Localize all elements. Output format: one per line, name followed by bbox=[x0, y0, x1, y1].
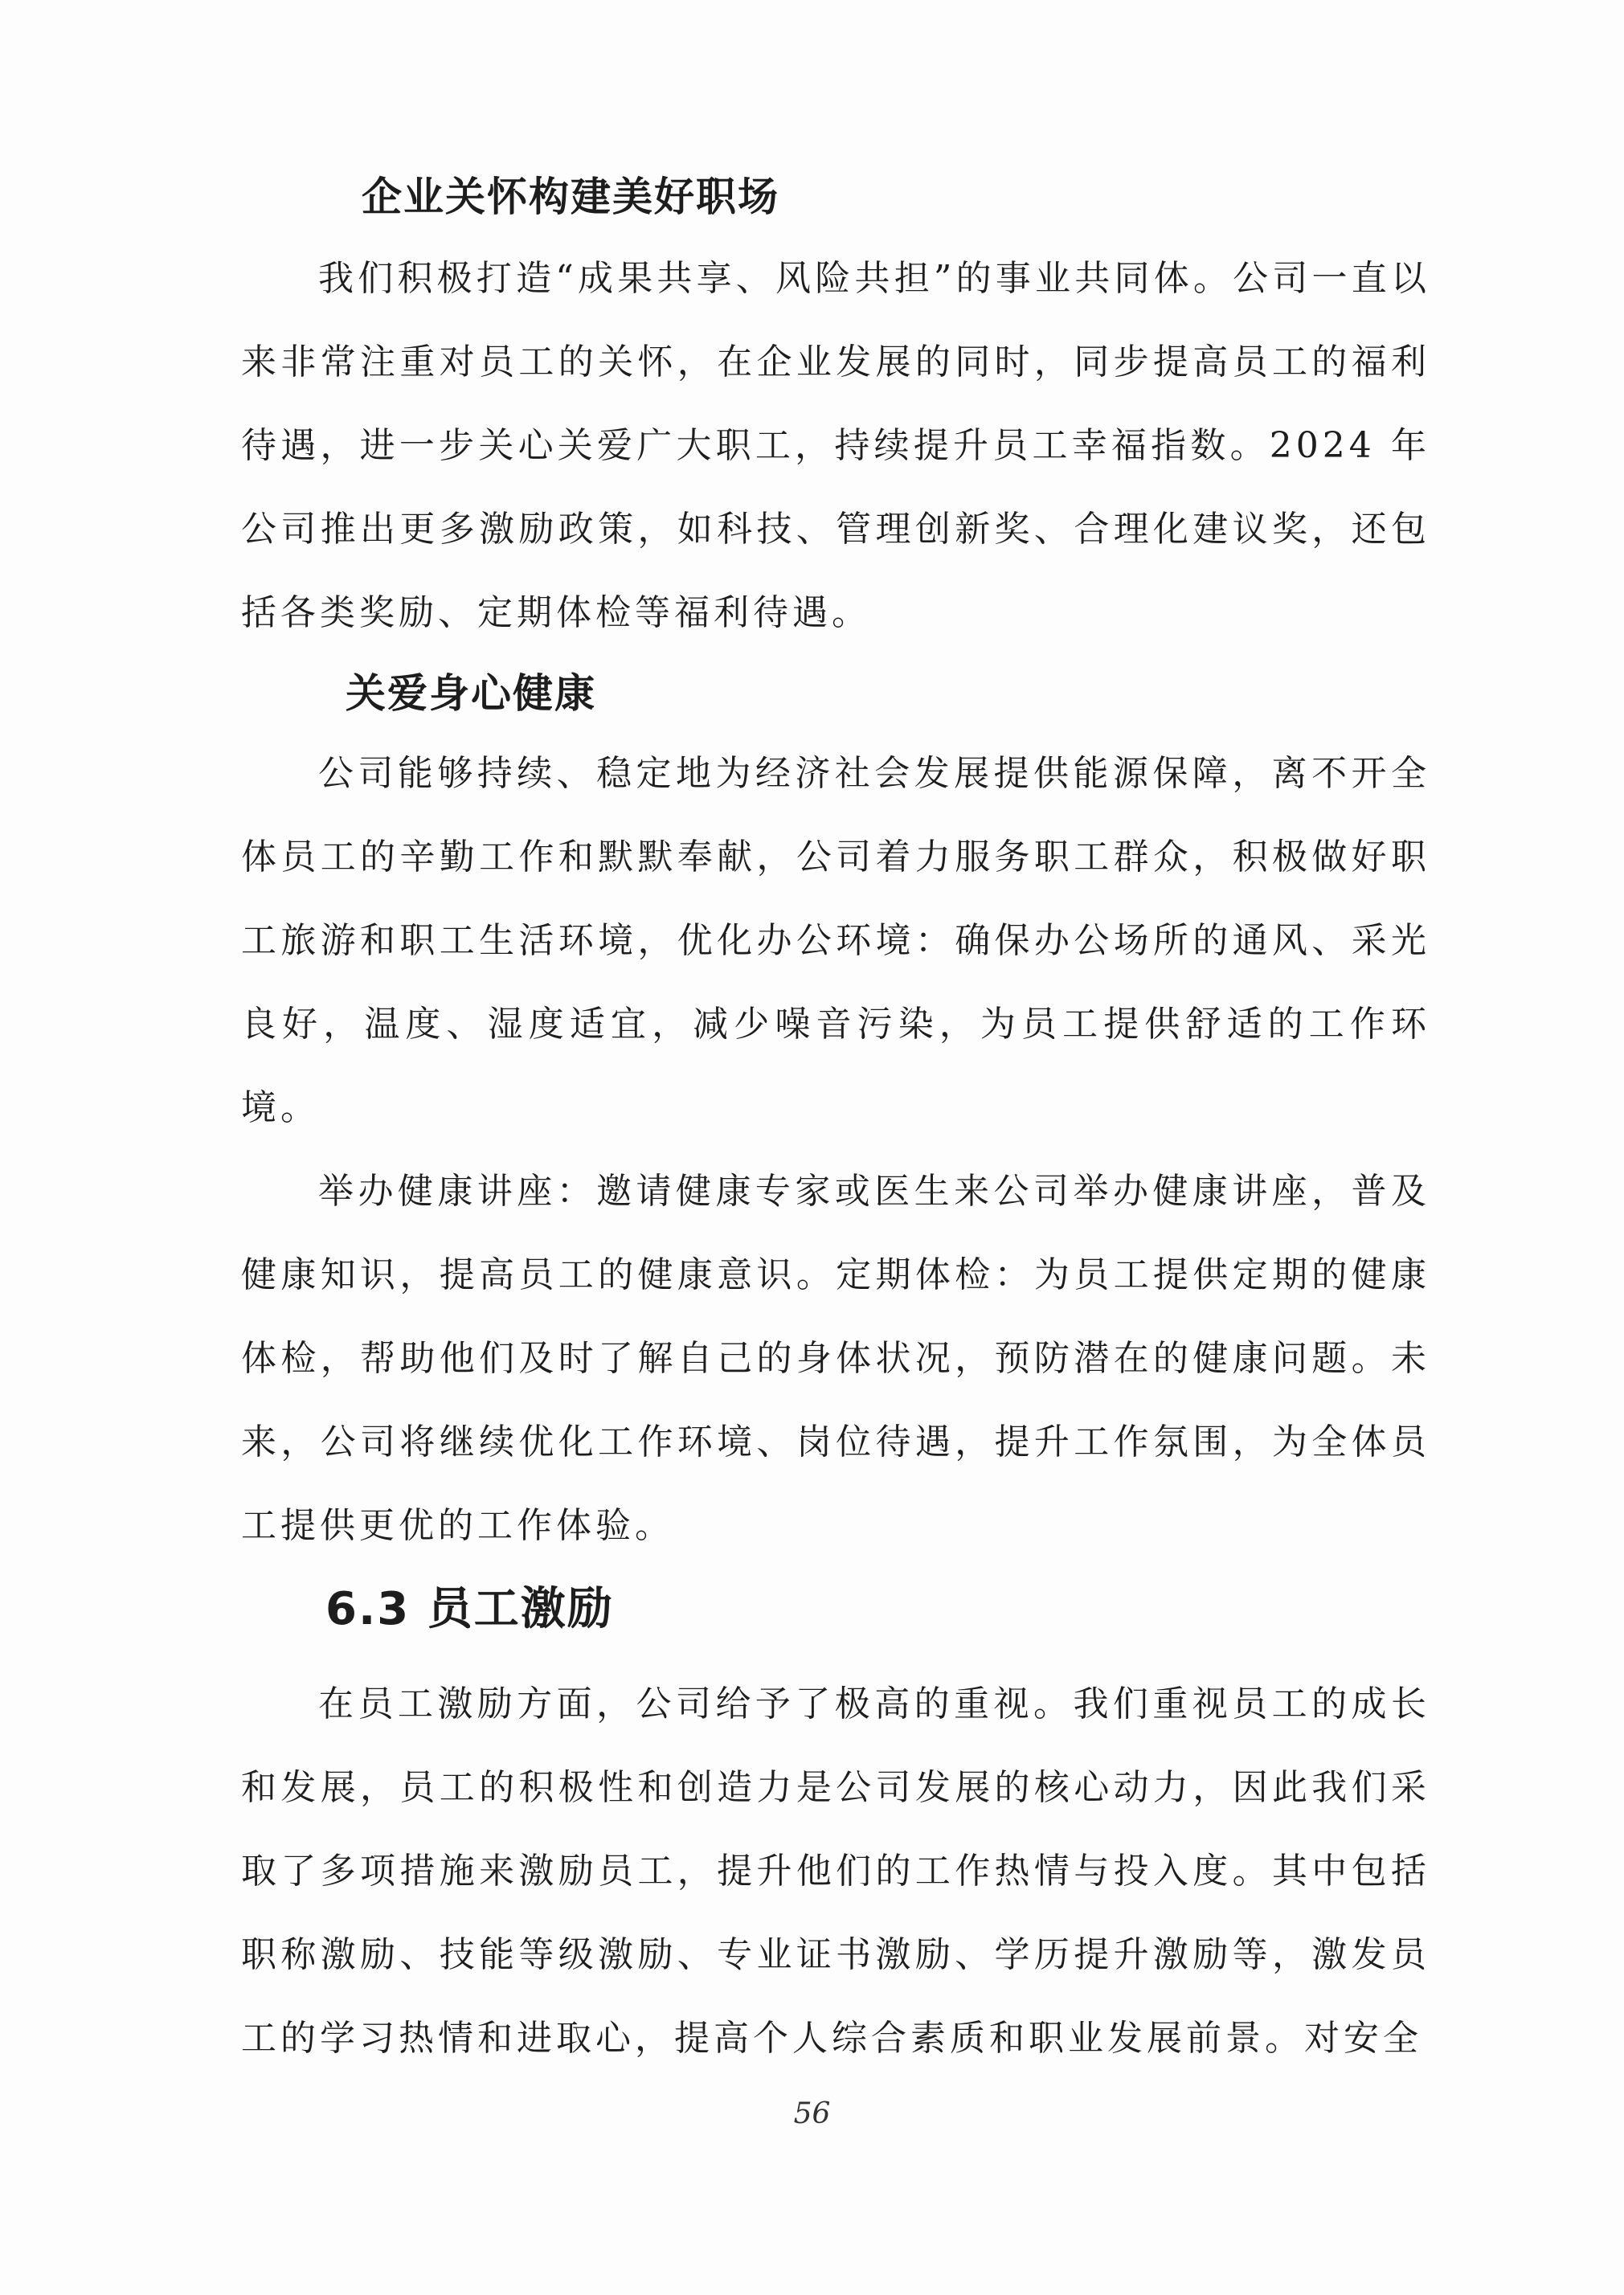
paragraph-employee-incentives: 在员工激励方面，公司给予了极高的重视。我们重视员工的成长和发展，员工的积极性和创造力是公司发展的核心动力，因此我们采取了多项措施来激励员工，提升他们的工作热情与投入度。其中包括职称激励、技能等级激励、专业证书激励、学历提升激励等，激发员工的学习热情和进取心，提高个人综合素质和职业发展前景。对安全 bbox=[241, 1683, 1430, 2059]
paragraph-workplace-care: 我们积极打造“成果共享、风险共担”的事业共同体。公司一直以来非常注重对员工的关怀，在企业发展的同时，同步提高员工的福利待遇，进一步关心关爱广大职工，持续提升员工幸福指数。2024 年公司推出更多激励政策，如科技、管理创新奖、合理化建议奖，还包括各类奖励、定期体检等福利待遇。 bbox=[241, 258, 1430, 633]
section-heading-employee-incentives: 6.3 员工激励 bbox=[325, 1583, 614, 1635]
section-heading-health: 关爱身心健康 bbox=[346, 670, 596, 717]
page-content bbox=[241, 165, 1430, 2080]
paragraph-health-environment: 公司能够持续、稳定地为经济社会发展提供能源保障，离不开全体员工的辛勤工作和默默奉献，公司着力服务职工群众，积极做好职工旅游和职工生活环境，优化办公环境：确保办公场所的通风、采光良好，温度、湿度适宜，减少噪音污染，为员工提供舒适的工作环境。 bbox=[241, 753, 1430, 1128]
section-heading-workplace-care: 企业关怀构建美好职场 bbox=[362, 174, 779, 220]
page-number: 56 bbox=[793, 2097, 831, 2130]
paragraph-health-lectures: 举办健康讲座：邀请健康专家或医生来公司举办健康讲座，普及健康知识，提高员工的健康意识。定期体检：为员工提供定期的健康体检，帮助他们及时了解自己的身体状况，预防潜在的健康问题。未来，公司将继续优化工作环境、岗位待遇，提升工作氛围，为全体员工提供更优的工作体验。 bbox=[241, 1171, 1430, 1546]
